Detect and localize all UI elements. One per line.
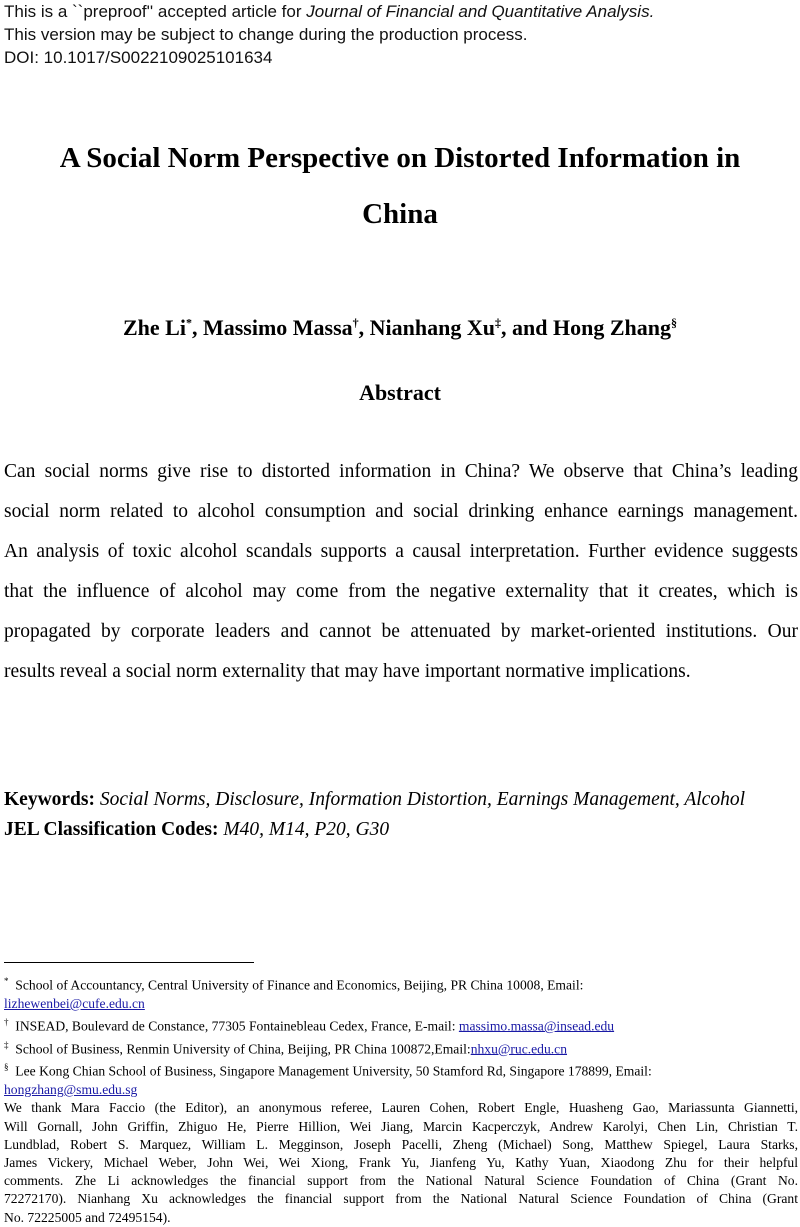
acknowledgement-line: 72272170). Nianhang Xu acknowledges the financial support from the National Natural Science Foundation of China (Grant: [4, 1191, 798, 1207]
abstract-line: results reveal a social norm externality that may have important normative implications.: [4, 661, 691, 682]
email-link-li[interactable]: lizhewenbei@cufe.edu.cn: [4, 995, 145, 1011]
author-footnote-mark: ‡: [495, 315, 502, 330]
author-name: Massimo Massa: [202, 315, 353, 340]
doi-line: DOI: 10.1017/S0022109025101634: [4, 48, 273, 67]
abstract-line: that the influence of alcohol may come from the negative externality that it creates, which is: [4, 581, 798, 602]
jel-label: JEL Classification Codes:: [4, 819, 219, 840]
acknowledgement-line: Lundblad, Robert S. Marquez, William L. Megginson, Joseph Pacelli, Zheng (Michael) Song, Matthew Spiegel, Laura Starks,: [4, 1136, 798, 1152]
jel-codes: [4, 819, 798, 841]
title-line-2: China: [362, 198, 438, 230]
footnote-divider: [4, 962, 254, 963]
footnote-2: † INSEAD, Boulevard de Constance, 77305 Fontainebleau Cedex, France, E-mail: massimo.massa@insead.edu: [4, 1016, 615, 1034]
keywords-label: Keywords:: [4, 789, 95, 810]
abstract-line: social norm related to alcohol consumption and social drinking enhance earnings management.: [4, 501, 798, 522]
author-name: Hong Zhang: [553, 315, 671, 340]
footnote-3: ‡ School of Business, Renmin University of China, Beijing, PR China 100872,Email:nhxu@ruc.edu.cn: [4, 1039, 568, 1057]
author-footnote-mark: *: [185, 315, 192, 330]
footnotes: [4, 972, 798, 1227]
abstract-body: [4, 452, 798, 692]
jel-value: M40, M14, P20, G30: [223, 819, 390, 840]
title-line-1: A Social Norm Perspective on Distorted Information in: [59, 142, 741, 174]
email-link-xu[interactable]: nhxu@ruc.edu.cn: [470, 1041, 568, 1057]
acknowledgement-line: James Vickery, Michael Weber, John Wei, Wei Xiong, Frank Yu, Jianfeng Yu, Kathy Yuan, Xiaodong Zhu for their helpful: [4, 1154, 798, 1170]
author-footnote-mark: §: [671, 315, 677, 330]
author-name: Zhe Li: [122, 315, 186, 340]
footnote-1: * School of Accountancy, Central University of Finance and Economics, Beijing, PR China 10008, Email:: [4, 976, 584, 993]
paper-title: [0, 130, 800, 242]
keywords-value: Social Norms, Disclosure, Information Distortion, Earnings Management, Alcohol: [99, 789, 745, 810]
journal-name: Journal of Financial and Quantitative Analysis.: [306, 2, 655, 21]
acknowledgement-line: No. 72225005 and 72495154).: [4, 1209, 171, 1225]
header-line-1: This is a ``preproof'' accepted article for Journal of Financial and Quantitative Analysis.: [4, 2, 655, 21]
author-name: Nianhang Xu: [369, 315, 496, 340]
author-footnote-mark: †: [352, 315, 359, 330]
email-link-zhang[interactable]: hongzhang@smu.edu.sg: [4, 1082, 138, 1098]
abstract-line: An analysis of toxic alcohol scandals supports a causal interpretation. Further evidence suggests: [4, 541, 798, 562]
header-line-2: This version may be subject to change during the production process.: [4, 25, 528, 44]
abstract-heading: Abstract: [359, 380, 441, 405]
footnote-4: § Lee Kong Chian School of Business, Singapore Management University, 50 Stamford Rd, Singapore 178899, Email:: [4, 1062, 652, 1079]
acknowledgement-line: Will Gornall, John Griffin, Zhiguo He, Pierre Hillion, Wei Jiang, Marcin Kacperczyk, Andrew Karolyi, Chen Lin, Christian T.: [4, 1118, 798, 1134]
preproof-header: [4, 0, 794, 69]
abstract-line: propagated by corporate leaders and cannot be attenuated by market-oriented institutions. Our: [4, 621, 798, 642]
author-list: Zhe Li*, Massimo Massa†, Nianhang Xu‡, and Hong Zhang§: [122, 315, 677, 340]
email-link-massa[interactable]: massimo.massa@insead.edu: [458, 1018, 615, 1034]
acknowledgement-line: comments. Zhe Li acknowledges the financial support from the National Natural Science Foundation of China (Grant No.: [4, 1173, 798, 1189]
acknowledgement-line: We thank Mara Faccio (the Editor), an anonymous referee, Lauren Cohen, Robert Engle, Huasheng Gao, Mariassunta Giannetti,: [4, 1100, 798, 1116]
keywords: [4, 789, 798, 811]
abstract-line: Can social norms give rise to distorted information in China? We observe that China’s leading: [4, 461, 798, 482]
